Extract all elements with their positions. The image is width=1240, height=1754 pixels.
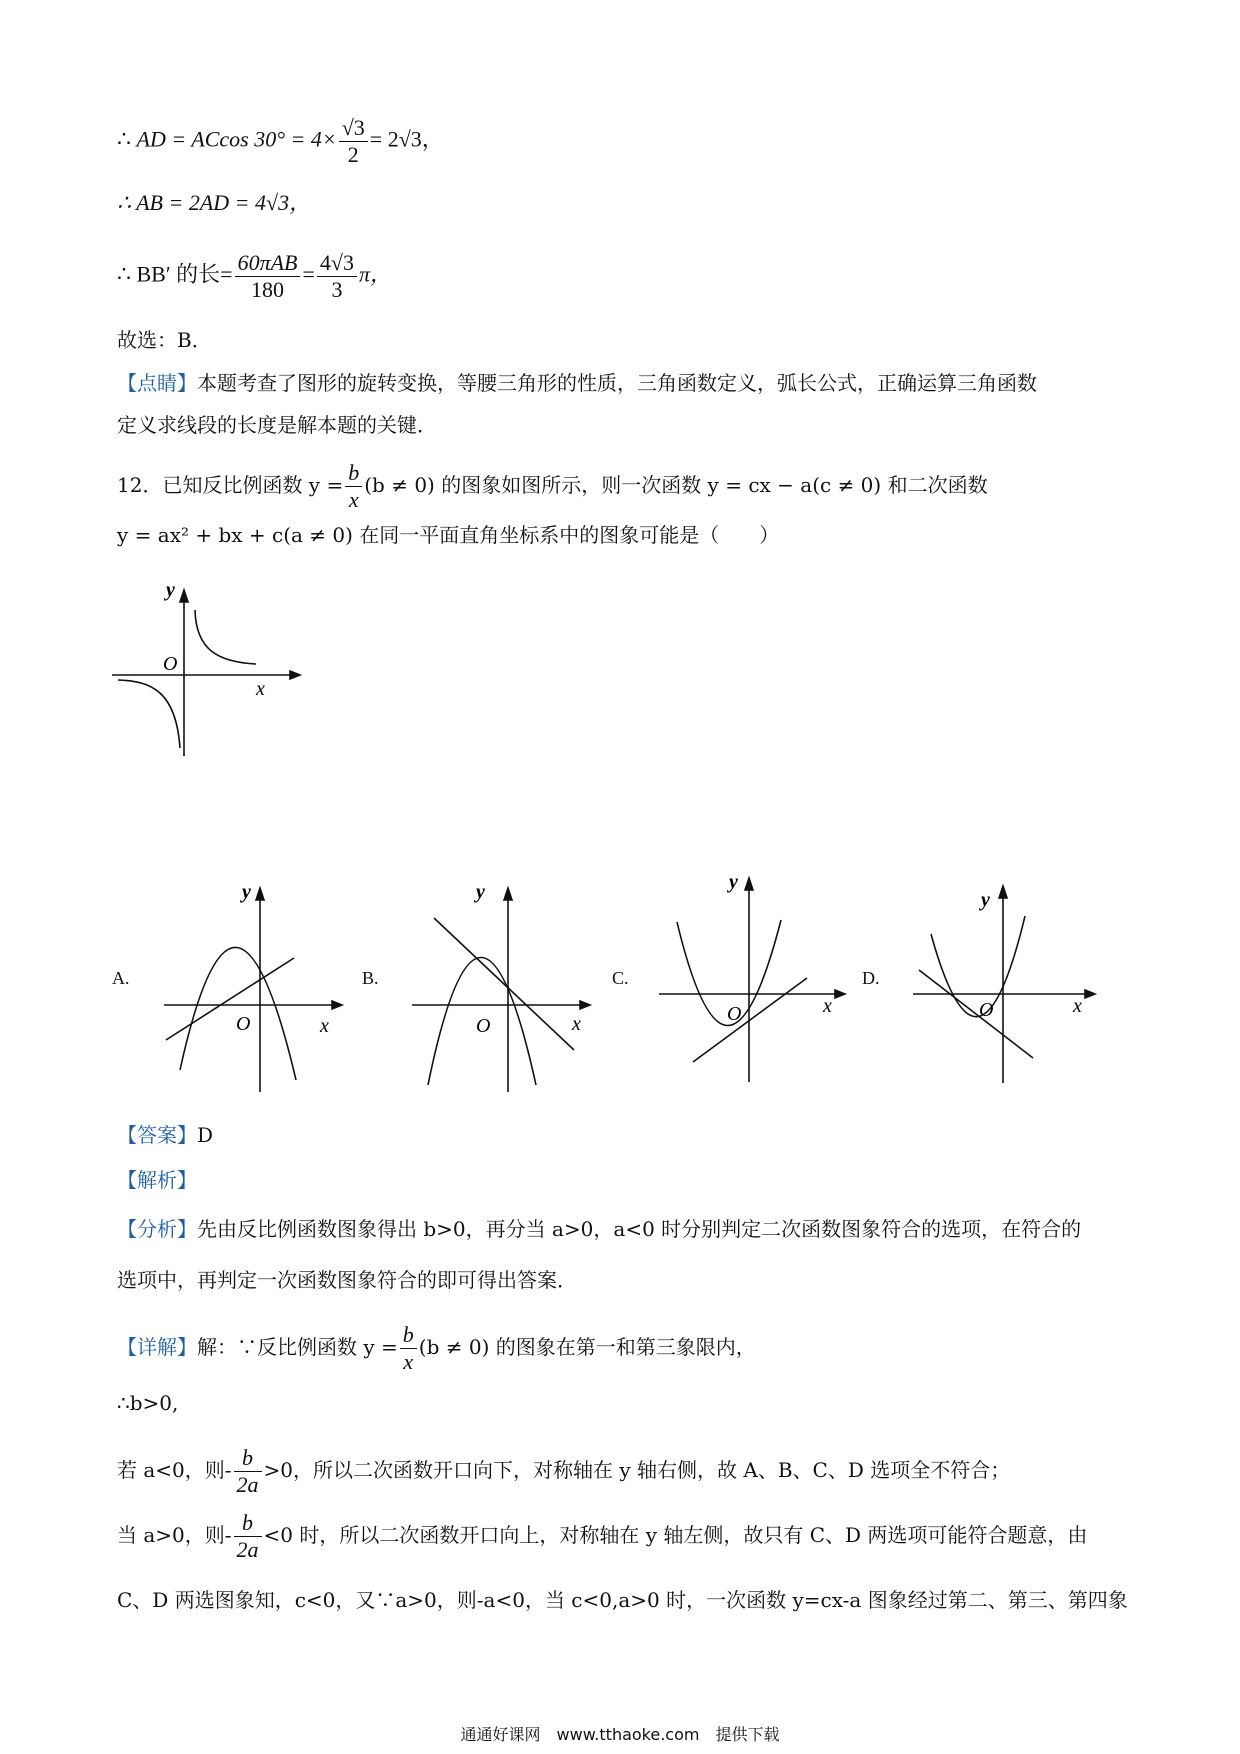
option-b-graph	[408, 880, 598, 1095]
option-b-label: B.	[362, 968, 379, 988]
question-12-line-2: y = ax² + bx + c(a ≠ 0) 在同一平面直角坐标系中的图象可能是（ ）	[117, 523, 780, 547]
comma: ，	[421, 126, 444, 152]
dianjing-text-1: 本题考查了图形的旋转变换，等腰三角形的性质，三角函数定义，弧长公式，正确运算三角函数	[197, 371, 1037, 395]
therefore-prefix: ∴	[117, 126, 137, 152]
axis-x-label: x	[320, 1015, 329, 1037]
axis-y-label: y	[729, 871, 738, 893]
option-c-graph	[655, 870, 855, 1085]
axis-y-label: y	[242, 881, 251, 903]
fraction-denominator: 180	[251, 277, 285, 302]
xiangjie-tag: 【详解】	[117, 1335, 197, 1359]
fraction-numerator: 4√3	[317, 250, 357, 277]
ad-result: = 2√3	[369, 126, 422, 152]
dianjing-tag: 【点睛】	[117, 371, 197, 395]
fraction-denominator: x	[403, 1349, 414, 1374]
dianjing-line-2: 定义求线段的长度是解本题的关键．	[117, 413, 437, 437]
fraction-numerator: b	[345, 460, 362, 487]
fenxi-line-1	[117, 1214, 1081, 1244]
q12-fraction	[345, 460, 362, 513]
xiangjie-text-a: 解：∵反比例函数 y =	[197, 1335, 398, 1359]
fraction-denominator: 3	[331, 277, 343, 302]
derivation-ab	[117, 188, 311, 218]
derivation-ad	[117, 115, 444, 168]
axis-y-label: y	[981, 889, 990, 911]
q12-text-a: 12．已知反比例函数 y =	[117, 473, 344, 497]
choose-line: 故选：B．	[117, 328, 212, 352]
footer-source: 通通好课网 www.tthaoke.com 提供下载	[460, 1725, 780, 1744]
hyperbola-figure	[108, 580, 308, 760]
option-d-label: D.	[862, 968, 880, 988]
fraction-numerator: 60πAB	[235, 250, 301, 277]
q12-text-b: (b ≠ 0) 的图象如图所示，则一次函数 y = cx − a(c ≠ 0) 和二次函数	[364, 473, 988, 497]
pi-tail: π，	[358, 261, 393, 287]
fraction-denominator: 2	[347, 142, 359, 167]
case1-text-a: 若 a<0，则-	[117, 1458, 232, 1482]
fraction-denominator: 2a	[236, 1537, 259, 1562]
origin-label: O	[727, 1003, 742, 1025]
ab-expression: ∴ AB = 2AD = 4√3，	[117, 190, 312, 215]
fraction-denominator: 2a	[236, 1472, 259, 1497]
xiangjie-line	[117, 1322, 756, 1375]
fenxi-text-1: 先由反比例函数图象得出 b>0，再分当 a>0，a<0 时分别判定二次函数图象符合的选项，在符合的	[197, 1217, 1082, 1241]
fraction-numerator: b	[234, 1510, 262, 1537]
axis-y-label: y	[166, 580, 175, 601]
fenxi-tag: 【分析】	[117, 1217, 197, 1241]
axis-x-label: x	[256, 678, 265, 700]
fraction-denominator: x	[348, 487, 359, 512]
axis-x-label: x	[1073, 995, 1082, 1017]
arc-prefix: ∴ BB′ 的长=	[117, 261, 233, 287]
arc-fraction-2	[317, 250, 357, 303]
fraction-numerator: √3	[339, 115, 368, 142]
origin-label: O	[236, 1013, 251, 1035]
equals-sign: =	[302, 261, 315, 287]
answer-value: D	[197, 1123, 214, 1147]
ad-expression: AD = ACcos 30° = 4×	[136, 126, 337, 152]
option-a-label: A.	[112, 968, 130, 988]
fraction-numerator: b	[234, 1445, 262, 1472]
answer-tag: 【答案】	[117, 1123, 197, 1147]
case1-text-b: >0，所以二次函数开口向下，对称轴在 y 轴右侧，故 A、B、C、D 选项全不符合；	[263, 1458, 1011, 1482]
fenxi-line-2: 选项中，再判定一次函数图象符合的即可得出答案．	[117, 1268, 577, 1292]
question-12-line-1	[117, 460, 988, 513]
option-c-label: C.	[612, 968, 629, 988]
case2-text-a: 当 a>0，则-	[117, 1523, 232, 1547]
jiexi-tag: 【解析】	[117, 1168, 197, 1192]
xiangjie-text-b: (b ≠ 0) 的图象在第一和第三象限内，	[418, 1335, 756, 1359]
dianjing-line-1	[117, 368, 1037, 398]
origin-label: O	[979, 999, 994, 1021]
case2-fraction	[234, 1510, 262, 1563]
derivation-arc-length	[117, 250, 392, 303]
case-a-negative	[117, 1445, 1010, 1498]
option-d-graph	[905, 878, 1105, 1093]
arc-fraction-1	[235, 250, 301, 303]
case2-text-b: <0 时，所以二次函数开口向上，对称轴在 y 轴左侧，故只有 C、D 两选项可能符合题意，由	[263, 1523, 1088, 1547]
sqrt3-over-2	[339, 115, 368, 168]
b-positive-line: ∴b>0,	[117, 1391, 179, 1415]
axis-y-label: y	[476, 881, 485, 903]
origin-label: O	[476, 1015, 491, 1037]
option-a-graph	[160, 880, 350, 1095]
fraction-numerator: b	[400, 1322, 417, 1349]
origin-label: O	[163, 653, 178, 675]
case-a-positive	[117, 1510, 1087, 1563]
xiangjie-fraction	[400, 1322, 417, 1375]
last-line: C、D 两选图象知，c<0，又∵a>0，则-a<0，当 c<0,a>0 时，一次函数 y=cx-a 图象经过第二、第三、第四象	[117, 1588, 1128, 1612]
case1-fraction	[234, 1445, 262, 1498]
answer-line	[117, 1120, 213, 1150]
axis-x-label: x	[823, 995, 832, 1017]
axis-x-label: x	[572, 1013, 581, 1035]
